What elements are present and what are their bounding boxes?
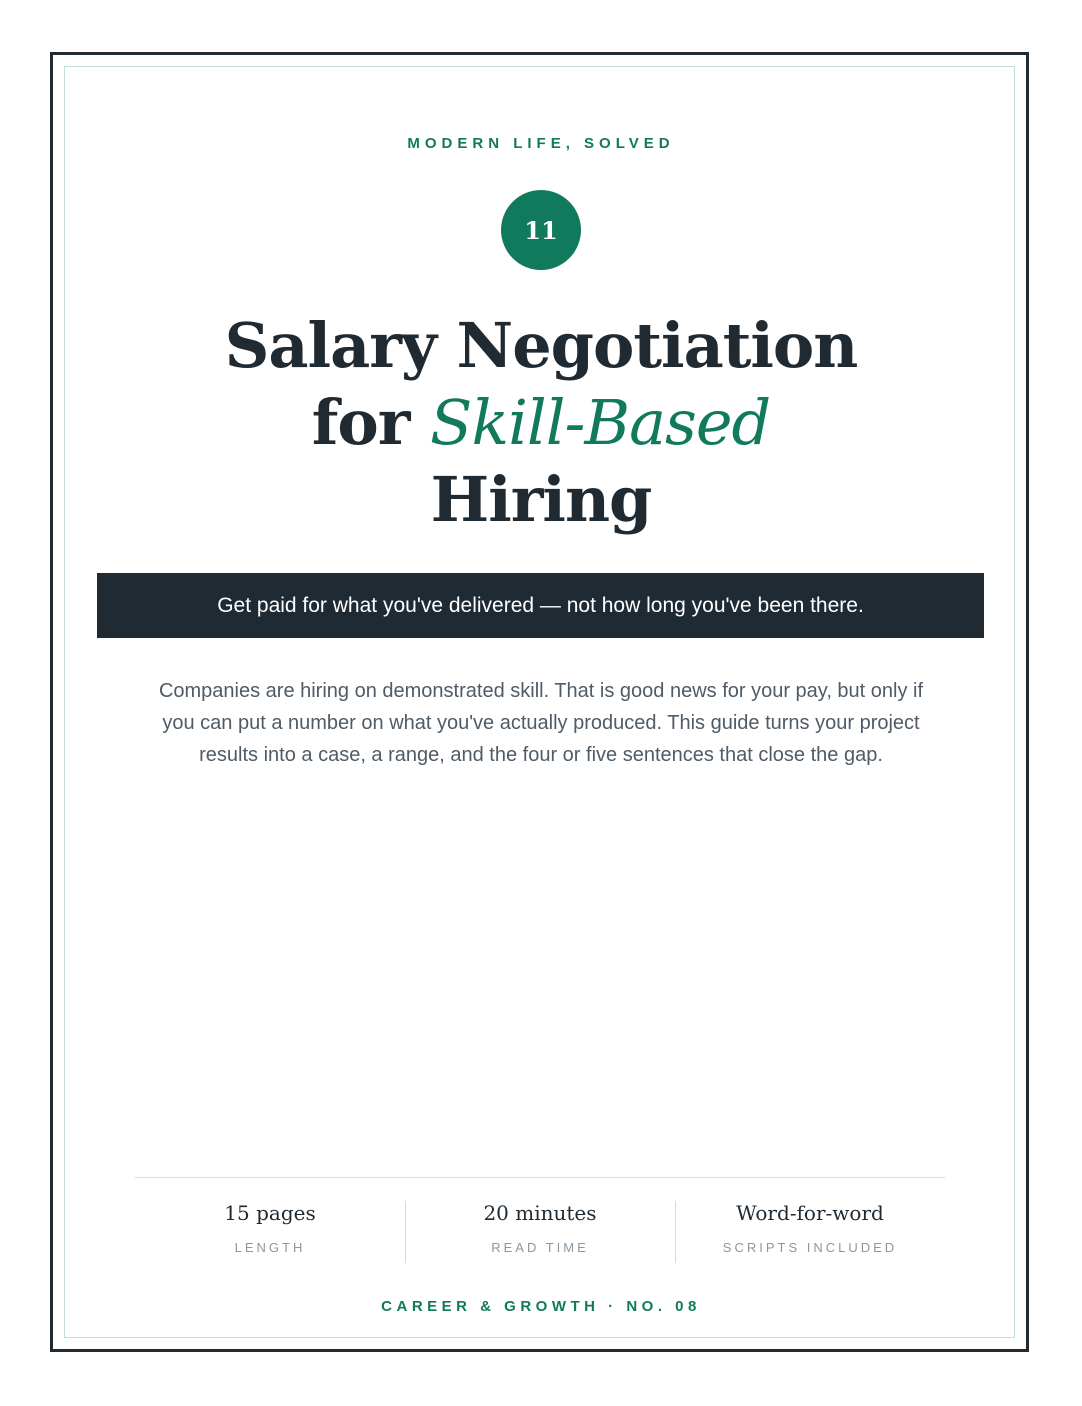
issue-number: 11	[524, 215, 558, 245]
stat-length	[135, 1199, 405, 1265]
title-line-3: Hiring	[430, 463, 652, 536]
stats-row	[135, 1199, 945, 1265]
stats-divider	[135, 1177, 945, 1178]
page-frame	[50, 52, 1029, 1352]
tagline-bar	[97, 573, 984, 638]
stat-scripts	[675, 1199, 945, 1265]
stat-label: SCRIPTS INCLUDED	[722, 1240, 898, 1255]
title-line-2-prefix: for	[311, 386, 431, 459]
stat-read-time	[405, 1199, 675, 1265]
title-accent: Skill-Based	[430, 386, 771, 459]
series-eyebrow: MODERN LIFE, SOLVED	[407, 135, 675, 152]
cover-title	[53, 307, 1029, 538]
stat-value: 20 minutes	[483, 1201, 597, 1225]
tagline-text: Get paid for what you've delivered — not how long you've been there.	[217, 593, 864, 617]
cover-content	[53, 55, 1029, 1352]
stat-value: 15 pages	[224, 1201, 316, 1225]
stat-label: LENGTH	[234, 1240, 306, 1255]
title-line-2	[53, 384, 1029, 461]
stat-label: READ TIME	[491, 1240, 589, 1255]
stat-value: Word-for-word	[736, 1201, 884, 1225]
footer-series-label: CAREER & GROWTH · NO. 08	[381, 1298, 701, 1315]
issue-number-badge	[501, 190, 581, 270]
lede-paragraph: Companies are hiring on demonstrated skill. That is good news for your pay, but only if you can put a number on what you've actually produced. This guide turns your project results into a case, a range, and the four or five sentences that close the gap.	[158, 680, 924, 766]
title-line-1: Salary Negotiation	[224, 309, 858, 382]
